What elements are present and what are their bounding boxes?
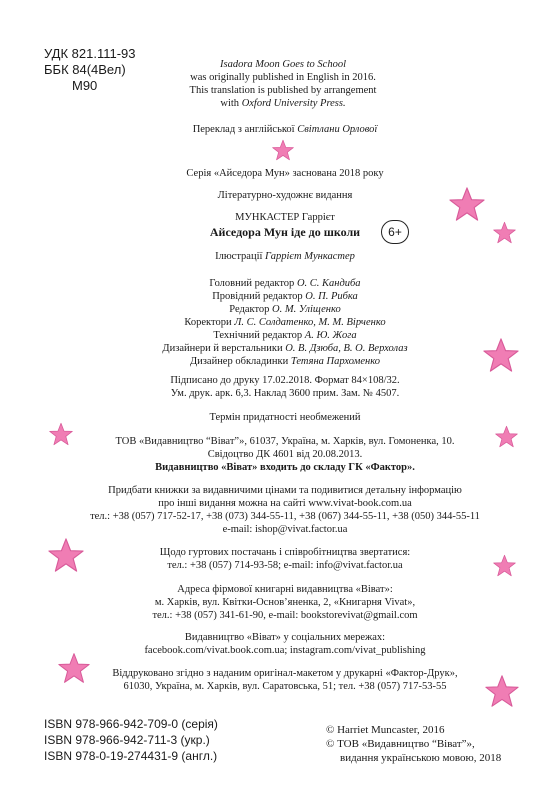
translation-credit: Переклад з англійської Світлани Орлової bbox=[192, 124, 378, 135]
editorial-staff bbox=[100, 277, 470, 368]
original-title: Isadora Moon Goes to School bbox=[220, 59, 346, 70]
age-rating-badge: 6+ bbox=[381, 220, 409, 244]
original-note-line: with Oxford University Press. bbox=[220, 98, 346, 109]
original-note-line: This translation is published by arrangement bbox=[189, 85, 377, 96]
isbn-list bbox=[44, 716, 218, 764]
series-note: Серія «Айседора Мун» заснована 2018 року bbox=[186, 168, 384, 179]
copyright-line: © ТОВ «Видавництво “Віват”», bbox=[326, 738, 475, 750]
staff-line: Дизайнери й верстальники О. В. Дзюба, В. О. Верхолаз bbox=[162, 343, 408, 354]
udk-code: УДК 821.111-93 bbox=[44, 46, 136, 61]
star-icon bbox=[48, 422, 74, 446]
author-line: МУНКАСТЕР Гаррієт bbox=[235, 212, 335, 223]
illustrator-name: Гаррієт Мункастер bbox=[265, 251, 355, 262]
staff-line: Коректори Л. С. Солдатенко, М. М. Вірченко bbox=[184, 317, 386, 328]
isbn-line: ISBN 978-966-942-711-3 (укр.) bbox=[44, 733, 210, 747]
author-mark: М90 bbox=[72, 78, 98, 93]
translator-name: Світлани Орлової bbox=[297, 124, 378, 135]
printer-info: Віддруковано згідно з наданим оригінал-макетом у друкарні «Фактор-Друк», 61030, Україна, м. Харків, вул. Саратовська, 51; тел. +38 (057) 717-53-55 bbox=[112, 668, 458, 692]
star-icon bbox=[484, 674, 520, 708]
star-icon bbox=[494, 425, 519, 448]
bookstore-info: Адреса фірмової книгарні видавництва «Віват»: м. Харків, вул. Квітки-Основ’яненка, 2, «Книгарня Vivat», тел.: +38 (057) 341-61-90, e-mail: bookstorevivat@gmail.com bbox=[152, 584, 418, 621]
original-note-line: was originally published in English in 2016. bbox=[190, 72, 376, 83]
copyright-line: © Harriet Muncaster, 2016 bbox=[326, 724, 445, 736]
star-icon bbox=[492, 554, 517, 577]
star-icon bbox=[492, 221, 517, 244]
isbn-line: ISBN 978-0-19-274431-9 (англ.) bbox=[44, 749, 218, 763]
staff-line: Головний редактор О. С. Кандиба bbox=[209, 278, 361, 289]
book-title: Айседора Мун іде до школи bbox=[209, 225, 361, 239]
bbk-code: ББК 84(4Вел) bbox=[44, 62, 126, 77]
purchase-info: Придбати книжки за видавничими цінами та подивитися детальну інформацію про інші видання можна на сайті www.vivat-book.com.ua тел.: +38 (057) 717-52-17, +38 (073) 344-55-11, +38 (067) 344-55-11, +38 (050) 344-55-11 e-mail: ishop@vivat.factor.ua bbox=[90, 485, 480, 535]
staff-line: Редактор О. М. Уліщенко bbox=[229, 304, 341, 315]
social-media-info: Видавництво «Віват» у соціальних мережах: facebook.com/vivat.book.com.ua; instagram.com/vivat_publishing bbox=[144, 632, 426, 656]
staff-line: Технічний редактор А. Ю. Жога bbox=[213, 330, 357, 341]
star-icon bbox=[448, 186, 486, 222]
star-icon bbox=[271, 139, 295, 161]
staff-line: Провідний редактор О. П. Рибка bbox=[212, 291, 358, 302]
wholesale-info: Щодо гуртових постачань і співробітництва звертатися: тел.: +38 (057) 714-93-58; e-mail: info@vivat.factor.ua bbox=[159, 547, 411, 571]
star-icon bbox=[57, 652, 91, 684]
publisher-info: ТОВ «Видавництво “Віват”», 61037, Україна, м. Харків, вул. Гомоненка, 10. Свідоцтво ДК 4601 від 20.08.2013. Видавництво «Віват» входить до складу ГК «Фактор». bbox=[115, 436, 455, 473]
star-icon bbox=[47, 537, 85, 573]
print-info: Підписано до друку 17.02.2018. Формат 84×108/32. Ум. друк. арк. 6,3. Наклад 3600 прим. Зам. № 4507. bbox=[170, 375, 400, 399]
isbn-line: ISBN 978-966-942-709-0 (серія) bbox=[44, 717, 218, 731]
staff-line: Дизайнер обкладинки Тетяна Пархоменко bbox=[189, 356, 380, 367]
genre-note: Літературно-художнє видання bbox=[217, 190, 353, 201]
copyright-block bbox=[326, 723, 501, 765]
original-publication-note bbox=[178, 58, 388, 110]
copyright-line: видання українською мовою, 2018 bbox=[340, 752, 502, 764]
star-icon bbox=[482, 337, 520, 373]
original-publisher: Oxford University Press. bbox=[241, 98, 346, 109]
catalog-codes bbox=[44, 46, 136, 94]
shelf-life-note: Термін придатності необмежений bbox=[209, 412, 361, 423]
illustrations-credit: Ілюстрації Гаррієт Мункастер bbox=[215, 251, 355, 262]
